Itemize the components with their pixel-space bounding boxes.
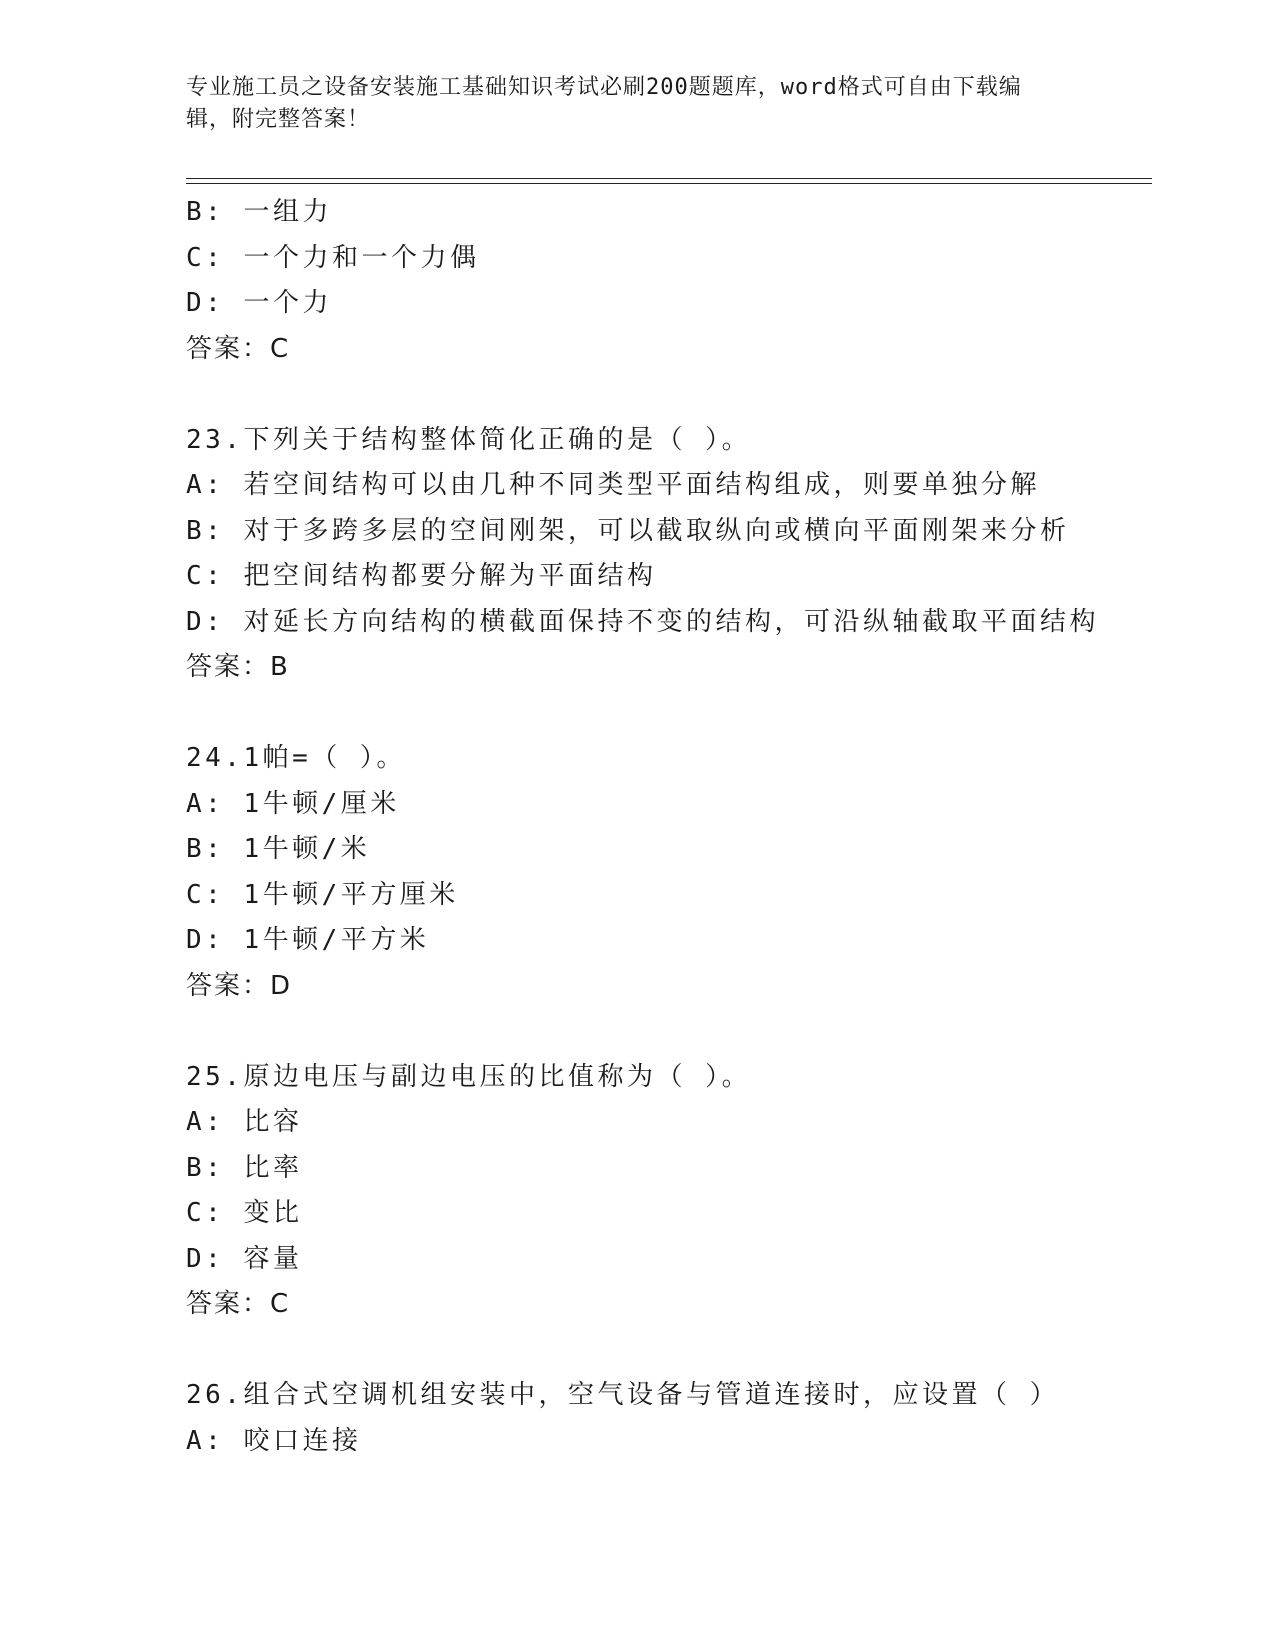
option-line: D: 对延长方向结构的横截面保持不变的结构，可沿纵轴截取平面结构: [186, 606, 1099, 637]
option-line: A: 1牛顿/厘米: [186, 788, 400, 819]
option-line: B: 对于多跨多层的空间刚架，可以截取纵向或横向平面刚架来分析: [186, 515, 1070, 546]
question-line: 25.原边电压与副边电压的比值称为（ ）。: [186, 1061, 752, 1092]
document-header: 专业施工员之设备安装施工基础知识考试必刷200题题库，word格式可自由下载编辑，附完整答案！: [186, 75, 1022, 132]
option-line: D: 容量: [186, 1243, 303, 1274]
option-line: D: 一个力: [186, 288, 332, 318]
question-line: 23.下列关于结构整体简化正确的是（ ）。: [186, 424, 752, 455]
option-line: B: 一组力: [186, 197, 332, 227]
spacer: [186, 1328, 1152, 1374]
option-line: B: 1牛顿/米: [186, 834, 371, 864]
option-line: C: 一个力和一个力偶: [186, 242, 480, 273]
question-line: 24.1帕=（ ）。: [186, 743, 406, 773]
header-divider-top: [186, 178, 1152, 179]
option-line: A: 咬口连接: [186, 1425, 362, 1456]
question-list: [186, 190, 1152, 1464]
spacer: [186, 1009, 1152, 1055]
answer-line: 答案：C: [186, 1289, 291, 1319]
spacer: [186, 372, 1152, 418]
answer-line: 答案：C: [186, 333, 291, 364]
option-line: A: 比容: [186, 1107, 303, 1137]
option-line: C: 把空间结构都要分解为平面结构: [186, 561, 657, 591]
option-line: C: 变比: [186, 1198, 303, 1228]
option-line: B: 比率: [186, 1152, 303, 1183]
answer-line: 答案：D: [186, 970, 293, 1001]
header-divider-bottom: [186, 183, 1152, 184]
spacer: [186, 691, 1152, 737]
question-line: 26.组合式空调机组安装中，空气设备与管道连接时，应设置（ ）: [186, 1380, 1060, 1410]
option-line: D: 1牛顿/平方米: [186, 925, 430, 955]
answer-line: 答案：B: [186, 652, 290, 682]
option-line: C: 1牛顿/平方厘米: [186, 879, 459, 910]
option-line: A: 若空间结构可以由几种不同类型平面结构组成，则要单独分解: [186, 470, 1040, 500]
